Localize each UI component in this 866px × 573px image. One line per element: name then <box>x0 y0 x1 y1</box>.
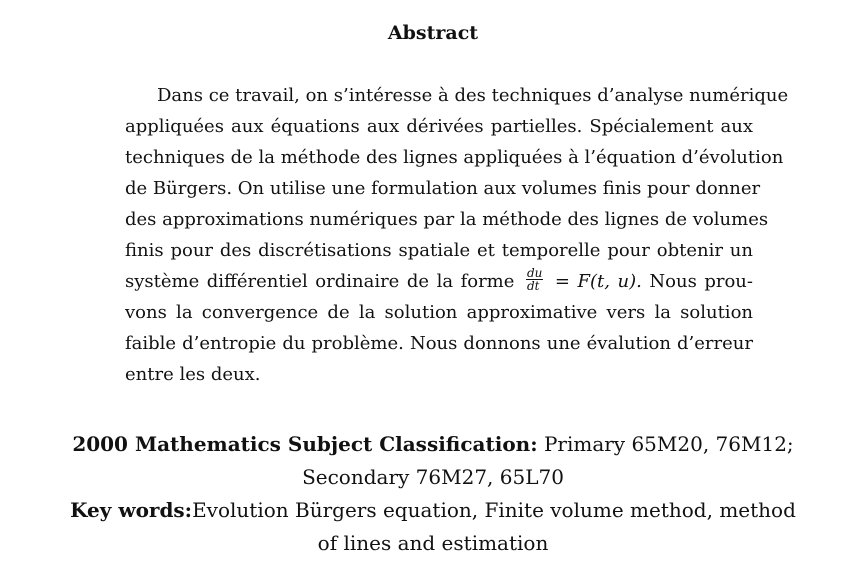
equation-rhs: = F(t, u). <box>554 271 642 292</box>
abstract-line: techniques de la méthode des lignes appliquées à l’équation d’évolution <box>125 147 784 168</box>
fraction-numerator: du <box>526 265 543 280</box>
fraction-denominator: dt <box>526 278 540 293</box>
derivative-fraction <box>526 267 543 292</box>
equation-trail-text: Nous prou- <box>649 271 753 292</box>
abstract-line: de Bürgers. On utilise une formulation aux volumes finis pour donner <box>125 178 761 199</box>
abstract-body <box>125 80 789 390</box>
keywords-text: Evolution Bürgers equation, Finite volume method, method <box>192 498 796 522</box>
equation-lead-text: système différentiel ordinaire de la forme <box>125 271 515 292</box>
abstract-title: Abstract <box>387 22 479 44</box>
classification-block <box>0 428 866 560</box>
abstract-line-with-equation <box>125 266 753 297</box>
msc-primary: Primary 65M20, 76M12; <box>543 432 794 456</box>
abstract-line: finis pour des discrétisations spatiale et temporelle pour obtenir un <box>125 240 753 261</box>
abstract-line: vons la convergence de la solution approximative vers la solution <box>125 302 753 323</box>
abstract-line: entre les deux. <box>125 364 261 385</box>
msc-line <box>0 428 866 461</box>
keywords-continuation: of lines and estimation <box>317 531 549 555</box>
msc-secondary: Secondary 76M27, 65L70 <box>302 465 564 489</box>
keywords-line <box>0 494 866 527</box>
abstract-line: des approximations numériques par la méthode des lignes de volumes <box>125 209 769 230</box>
keywords-label: Key words: <box>70 498 193 522</box>
abstract-line: Dans ce travail, on s’intéresse à des techniques d’analyse numérique <box>157 85 789 106</box>
abstract-line: faible d’entropie du problème. Nous donnons une évalution d’erreur <box>125 333 753 354</box>
abstract-line: appliquées aux équations aux dérivées partielles. Spécialement aux <box>125 116 753 137</box>
msc-label: 2000 Mathematics Subject Classification: <box>72 432 538 456</box>
